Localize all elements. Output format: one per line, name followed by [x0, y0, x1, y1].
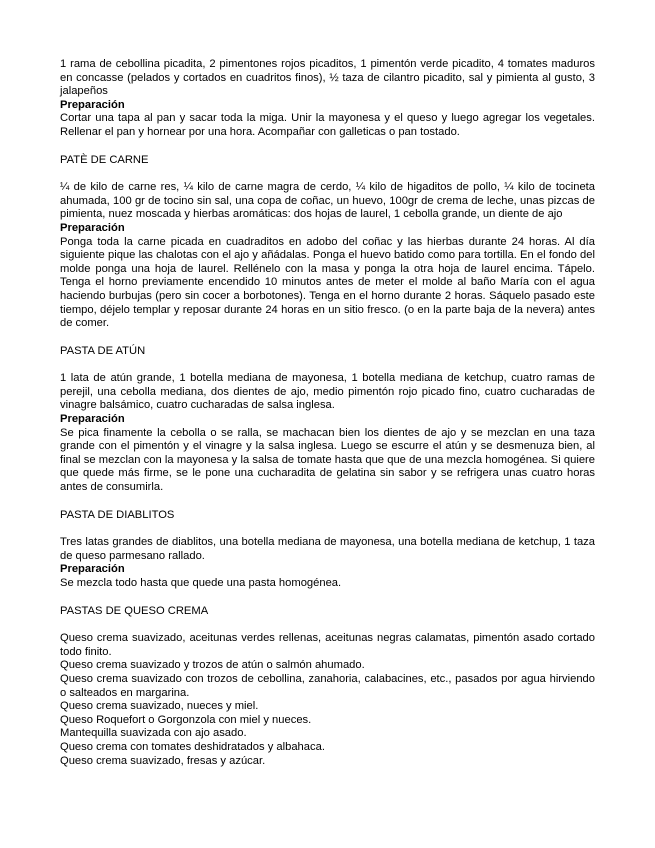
- intro-ingredients: 1 rama de cebollina picadita, 2 pimentones rojos picaditos, 1 pimentón verde picadito, 4 tomates maduros en concasse (pelados y cortados en cuadritos finos), ½ taza de cilantro picadito, sal y pimienta al gusto, 3 jalapeños: [60, 58, 595, 98]
- section-preparation: Ponga toda la carne picada en cuadraditos en adobo del coñac y las hierbas durante 24 horas. Al día siguiente pique las chalotas con el ajo y añádalas. Ponga el huevo batido como para tortilla. En el fondo del molde ponga una hoja de laurel. Rellénelo con la masa y ponga la otra hoja de laurel encima. Tápelo. Tenga el horno previamente encendido 10 minutos antes de meter el molde al baño María con el agua haciendo burbujas (pero sin cocer a borbotones). Tenga en el horno durante 2 horas. Sáquelo pasado este tiempo, déjelo templar y reposar durante 24 horas en un sitio fresco. (o en la parte baja de la nevera) antes de comer.: [60, 235, 595, 330]
- queso-line: Queso crema suavizado y trozos de atún o salmón ahumado.: [60, 659, 365, 672]
- section-ingredients: ¼ de kilo de carne res, ¼ kilo de carne magra de cerdo, ¼ kilo de higaditos de pollo, ¼ kilo de tocineta ahumada, 100 gr de tocino sin sal, una copa de coñac, un huevo, 100gr de crema de leche, unas pizcas de pimienta, nuez moscada y hierbas aromáticas: dos hojas de laurel, 1 cebolla grande, un diente de ajo: [60, 181, 595, 221]
- queso-line: Queso Roquefort o Gorgonzola con miel y nueces.: [60, 713, 312, 726]
- section-pate-de-carne: [60, 154, 595, 331]
- section-ingredients: 1 lata de atún grande, 1 botella mediana de mayonesa, 1 botella mediana de ketchup, cuatro ramas de perejil, una cebolla mediana, dos dientes de ajo, medio pimentón rojo picado fino, cuatro cucharadas de vinagre balsámico, cuatro cucharadas de salsa inglesa.: [60, 372, 595, 412]
- section-preparation: Se pica finamente la cebolla o se ralla, se machacan bien los dientes de ajo y se mezclan en una taza grande con el pimentón y el vinagre y la salsa inglesa. Luego se escurre el atún y se desmenuza bien, al final se mezclan con la mayonesa y la salsa de tomate hasta que que de una mezcla homogénea. Si quiere que quede más firme, se le pone una cucharadita de gelatina sin sabor y se refrigera unas cuatro horas antes de consumirla.: [60, 426, 595, 494]
- document-page: [60, 58, 595, 768]
- section-pasta-de-atun: [60, 345, 595, 495]
- queso-line: Queso crema con tomates deshidratados y albahaca.: [60, 740, 325, 753]
- section-title: PASTAS DE QUESO CREMA: [60, 604, 209, 617]
- section-title: PASTA DE ATÚN: [60, 344, 146, 357]
- section-prep-label: Preparación: [60, 221, 125, 234]
- section-prep-label: Preparación: [60, 563, 125, 576]
- intro-preparation: Cortar una tapa al pan y sacar toda la miga. Unir la mayonesa y el queso y luego agregar los vegetales. Rellenar el pan y hornear por una hora. Acompañar con galleticas o pan tostado.: [60, 112, 595, 138]
- queso-line: Queso crema suavizado, aceitunas verdes rellenas, aceitunas negras calamatas, pimentón asado cortado todo finito.: [60, 632, 595, 658]
- queso-line: Queso crema suavizado, nueces y miel.: [60, 700, 259, 713]
- intro-prep-label: Preparación: [60, 98, 125, 111]
- section-preparation: Se mezcla todo hasta que quede una pasta homogénea.: [60, 577, 342, 589]
- section-title: PASTA DE DIABLITOS: [60, 508, 175, 521]
- section-pasta-de-diablitos: [60, 509, 595, 591]
- section-title: PATÈ DE CARNE: [60, 153, 149, 166]
- section-ingredients: Tres latas grandes de diablitos, una botella mediana de mayonesa, una botella mediana de ketchup, 1 taza de queso parmesano rallado.: [60, 536, 595, 562]
- queso-line: Queso crema suavizado con trozos de cebollina, zanahoria, calabacines, etc., pasados por agua hirviendo o salteados en margarina.: [60, 672, 595, 699]
- section-prep-label: Preparación: [60, 413, 125, 426]
- queso-line: Mantequilla suavizada con ajo asado.: [60, 727, 247, 740]
- queso-line: Queso crema suavizado, fresas y azúcar.: [60, 754, 266, 767]
- section-pastas-de-queso-crema: [60, 605, 595, 769]
